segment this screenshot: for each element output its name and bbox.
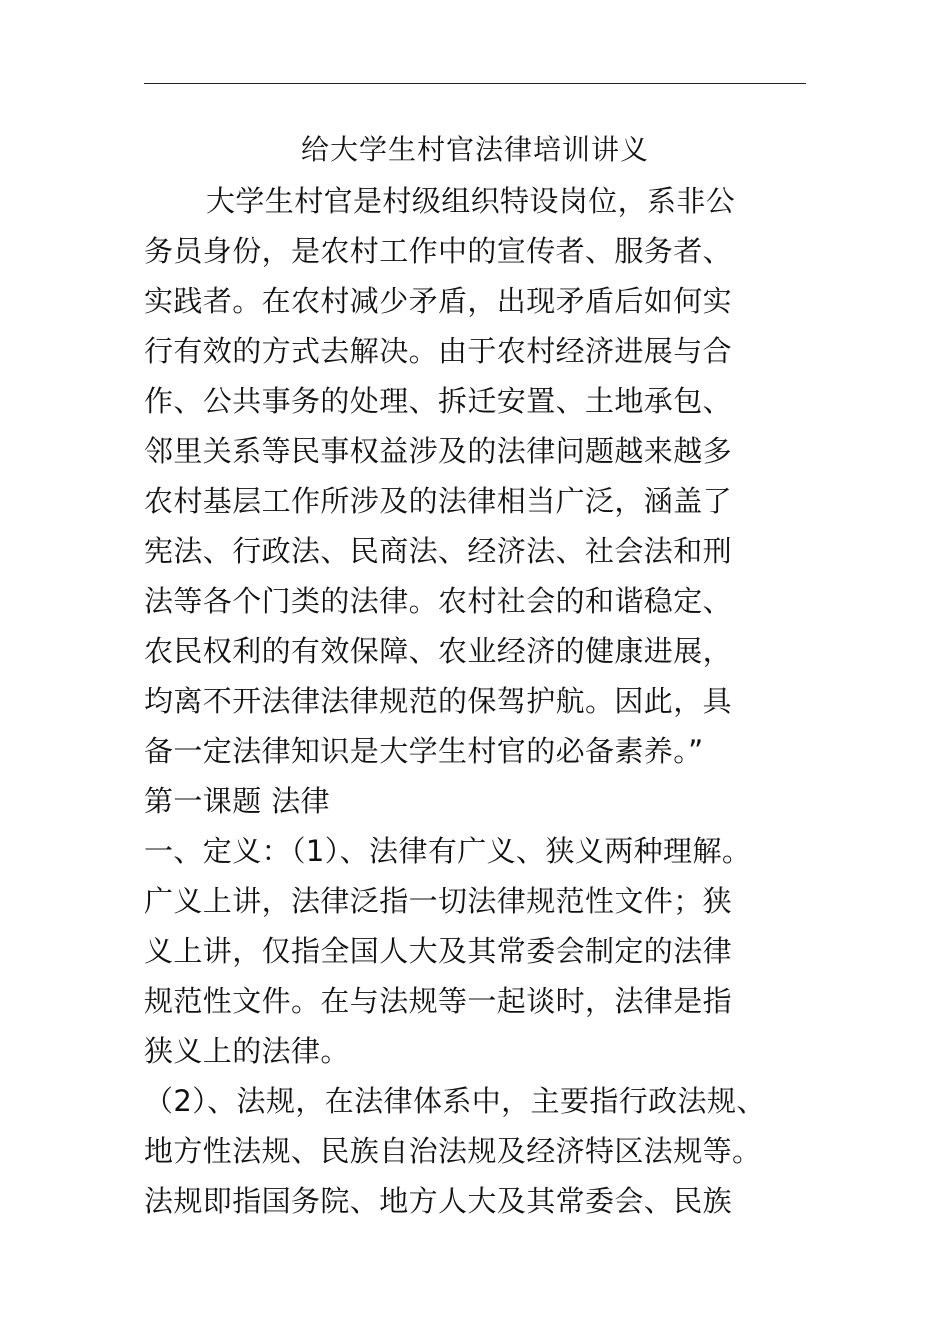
body-line-1: 大学生村官是村级组织特设岗位，系非公 xyxy=(206,184,736,218)
body-line-9: 法等各个门类的法律。农村社会的和谐稳定、 xyxy=(144,584,733,618)
body-line-20: 地方性法规、民族自治法规及经济特区法规等。 xyxy=(144,1134,762,1168)
body-line-18: 狭义上的法律。 xyxy=(144,1034,350,1068)
body-line-17: 规范性文件。在与法规等一起谈时，法律是指 xyxy=(144,984,733,1018)
document-title: 给大学生村官法律培训讲义 xyxy=(300,133,649,166)
body-line-14: 一、定义：（1）、法律有广义、狭义两种理解。 xyxy=(144,834,752,868)
body-line-4: 行有效的方式去解决。由于农村经济进展与合 xyxy=(144,334,733,368)
body-line-7: 农村基层工作所涉及的法律相当广泛，涵盖了 xyxy=(144,484,733,518)
document-body xyxy=(144,176,844,1226)
body-line-8: 宪法、行政法、民商法、经济法、社会法和刑 xyxy=(144,534,733,568)
body-line-10: 农民权利的有效保障、农业经济的健康进展， xyxy=(144,634,733,668)
body-line-15: 广义上讲，法律泛指一切法律规范性文件；狭 xyxy=(144,884,733,918)
body-line-16: 义上讲，仅指全国人大及其常委会制定的法律 xyxy=(144,934,733,968)
header-rule xyxy=(144,83,806,84)
body-line-6: 邻里关系等民事权益涉及的法律问题越来越多 xyxy=(144,434,733,468)
body-line-19: （2）、法规，在法律体系中，主要指行政法规、 xyxy=(144,1084,766,1118)
body-line-5: 作、公共事务的处理、拆迁安置、土地承包、 xyxy=(144,384,733,418)
body-line-3: 实践者。在农村减少矛盾，出现矛盾后如何实 xyxy=(144,284,733,318)
body-line-21: 法规即指国务院、地方人大及其常委会、民族 xyxy=(144,1184,733,1218)
body-line-2: 务员身份，是农村工作中的宣传者、服务者、 xyxy=(144,234,733,268)
section-heading: 第一课题 法律 xyxy=(144,784,331,818)
body-line-11: 均离不开法律法律规范的保驾护航。因此，具 xyxy=(144,684,733,718)
body-line-12: 备一定法律知识是大学生村官的必备素养。” xyxy=(144,734,704,768)
